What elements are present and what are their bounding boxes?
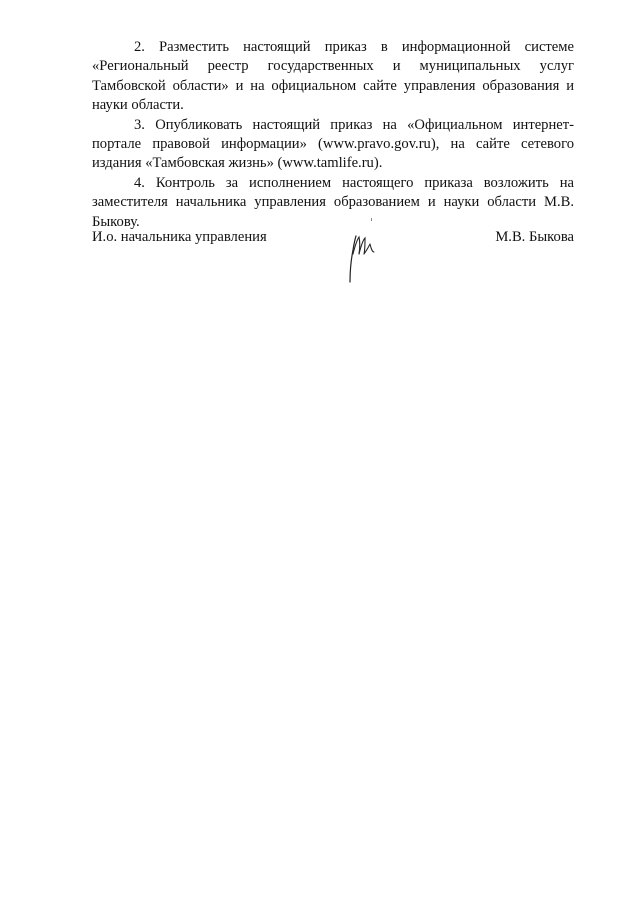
paragraph-publish-portal: 3. Опубликовать настоящий приказ на «Официальном интернет-портале правовой информации» (www.pravo.gov.ru), на сайте сетевого издания «Тамбовская жизнь» (www.tamlife.ru). bbox=[92, 116, 574, 172]
paragraph-control: 4. Контроль за исполнением настоящего приказа возложить на заместителя начальника управления образованием и науки области М.В. Быкову. bbox=[92, 174, 574, 230]
scan-mark bbox=[371, 218, 372, 221]
signatory-name: М.В. Быкова bbox=[495, 229, 574, 245]
paragraph-publish-registry: 2. Разместить настоящий приказ в информационной системе «Региональный реестр государственных и муниципальных услуг Тамбовской области» и на официальном сайте управления образования и науки области. bbox=[92, 39, 574, 114]
handwritten-signature bbox=[340, 224, 380, 286]
signatory-position: И.о. начальника управления bbox=[92, 229, 267, 245]
signature-block bbox=[92, 228, 574, 250]
document-body bbox=[92, 38, 574, 232]
